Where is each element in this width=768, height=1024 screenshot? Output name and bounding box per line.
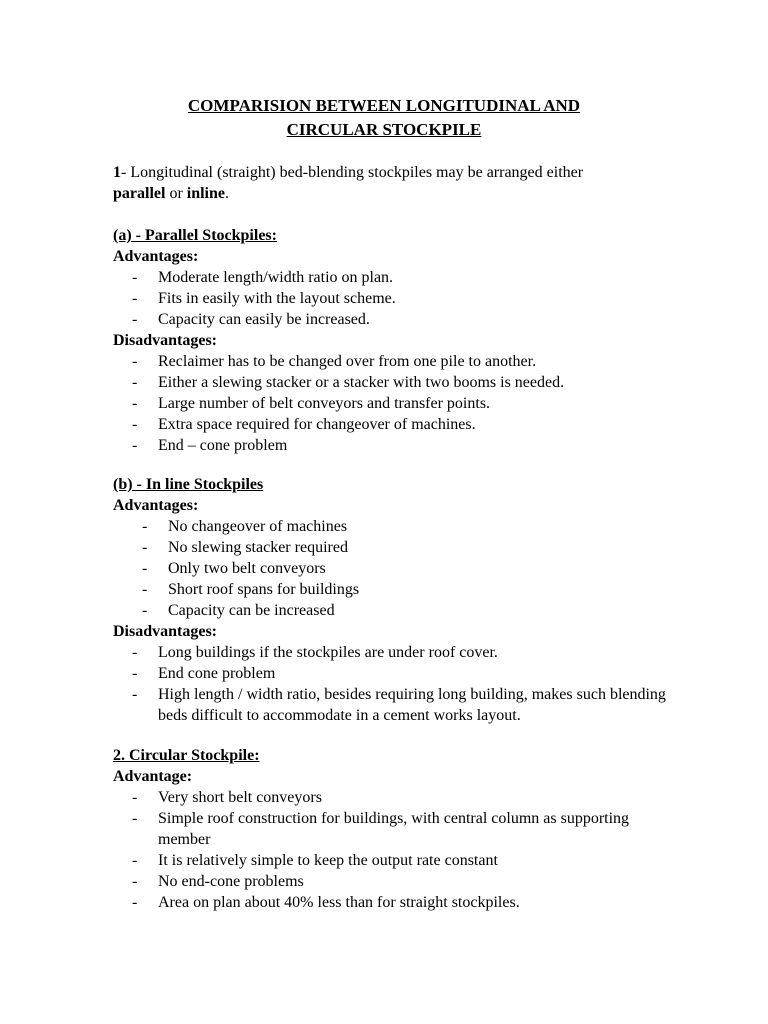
intro-word-inline: inline [186, 185, 225, 202]
advantages-label: Advantages: [113, 248, 199, 265]
list-item: - Reclaimer has to be changed over from one pile to another. [113, 351, 673, 372]
list-item: - Short roof spans for buildings [113, 579, 673, 600]
advantages-label: Advantage: [113, 768, 193, 785]
list-item: - No slewing stacker required [113, 537, 673, 558]
intro-word-or: or [165, 185, 187, 202]
list-item: - No changeover of machines [113, 516, 673, 537]
section-heading: 2. Circular Stockpile: [113, 747, 260, 764]
list-item: - Very short belt conveyors [113, 787, 673, 808]
disadvantages-label: Disadvantages: [113, 332, 218, 349]
list-item: - It is relatively simple to keep the output rate constant [113, 850, 673, 871]
intro-word-parallel: parallel [113, 185, 166, 202]
advantages-list [113, 516, 673, 621]
list-item: - Long buildings if the stockpiles are under roof cover. [113, 642, 673, 663]
title-line-1: COMPARISION BETWEEN LONGITUDINAL AND [187, 96, 581, 115]
intro-period: . [225, 185, 229, 202]
advantages-list [113, 267, 673, 330]
list-item: - High length / width ratio, besides requiring long building, makes such blending beds difficult to accommodate in a cement works layout. [113, 684, 673, 726]
advantages-list [113, 787, 673, 913]
disadvantages-list [113, 642, 673, 726]
list-item: - Area on plan about 40% less than for straight stockpiles. [113, 892, 673, 913]
document-title [0, 94, 768, 142]
section-inline-stockpiles [113, 474, 673, 726]
disadvantages-list [113, 351, 673, 456]
list-item: - Either a slewing stacker or a stacker with two booms is needed. [113, 372, 673, 393]
list-item: - Only two belt conveyors [113, 558, 673, 579]
list-item: - Moderate length/width ratio on plan. [113, 267, 673, 288]
list-item: - No end-cone problems [113, 871, 673, 892]
title-line-2: CIRCULAR STOCKPILE [286, 120, 482, 139]
section-heading: (b) - In line Stockpiles [113, 476, 264, 493]
list-item: - Capacity can be increased [113, 600, 673, 621]
intro-text: - Longitudinal (straight) bed-blending stockpiles may be arranged either [121, 164, 584, 181]
list-item: - Capacity can easily be increased. [113, 309, 673, 330]
disadvantages-label: Disadvantages: [113, 623, 218, 640]
list-item: - Extra space required for changeover of machines. [113, 414, 673, 435]
list-item: - Large number of belt conveyors and transfer points. [113, 393, 673, 414]
list-item: - Fits in easily with the layout scheme. [113, 288, 673, 309]
intro-number: 1 [113, 164, 121, 181]
section-circular-stockpile [113, 745, 673, 913]
section-parallel-stockpiles [113, 225, 673, 456]
list-item: - End – cone problem [113, 435, 673, 456]
list-item: - Simple roof construction for buildings, with central column as supporting member [113, 808, 673, 850]
section-heading: (a) - Parallel Stockpiles: [113, 227, 277, 244]
advantages-label: Advantages: [113, 497, 199, 514]
list-item: - End cone problem [113, 663, 673, 684]
intro-paragraph [113, 162, 673, 204]
